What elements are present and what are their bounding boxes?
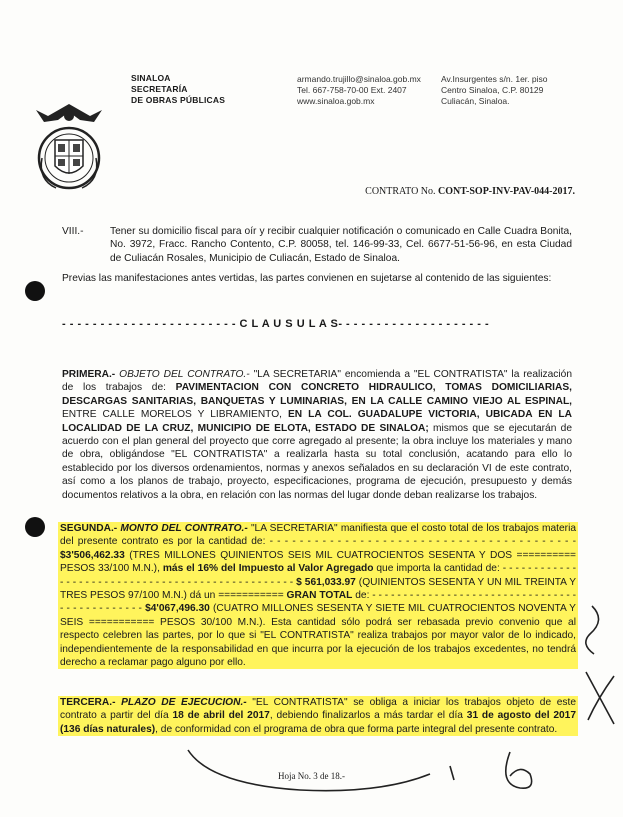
primera-work-description: PAVIMENTACION CON CONCRETO HIDRAULICO, TOMAS DOMICILIARIAS, DESCARGAS SANITARIAS, BANQUETAS Y LUMINARIAS, EN LA CALLE CAMINO VIEJO AL ESPINAL, — [62, 382, 572, 407]
segunda-vat-note: más el 16% del Impuesto al Valor Agregado — [162, 563, 374, 575]
tercera-lead: TERCERA.- — [60, 697, 116, 708]
contract-code: CONT-SOP-INV-PAV-044-2017. — [438, 186, 575, 197]
address-block — [441, 74, 547, 107]
page-number: Hoja No. 3 de 18.- — [278, 771, 345, 781]
issuer-secretariat: SECRETARÍA — [131, 84, 188, 94]
address-line-2: Centro Sinaloa, C.P. 80129 — [441, 85, 544, 95]
handwritten-signature-mark — [572, 600, 612, 660]
previas-paragraph: Previas las manifestaciones antes vertidas, las partes convienen en sujetarse al contenido de las siguientes: — [62, 273, 552, 284]
primera-text-2: ENTRE CALLE MORELOS Y LIBRAMIENTO, — [62, 409, 288, 421]
primera-title: OBJETO DEL CONTRATO.- — [119, 369, 250, 380]
clausulas-dashes-left: - - - - - - - - - - - - - - - - - - - - - - - — [62, 318, 240, 330]
clause-primera — [62, 368, 572, 502]
primera-location: EN LA COL. GUADALUPE VICTORIA, UBICADA EN LA LOCALIDAD DE LA CRUZ, MUNICIPIO DE ELOTA, ESTADO DE SINALOA; — [62, 409, 573, 434]
contract-number — [365, 186, 575, 197]
contact-phone: Tel. 667-758-70-00 Ext. 2407 — [297, 85, 407, 95]
segunda-text-4: (QUINIENTOS SESENTA Y UN MIL TREINTA Y TRES PESOS 97/100 M.N.) dá un =========== — [60, 576, 577, 602]
clausulas-dashes-right: - - - - - - - - - - - - - - - - - - - - — [338, 318, 490, 330]
segunda-text-6: (CUATRO MILLONES SESENTA Y SIETE MIL CUATROCIENTOS NOVENTA Y SEIS =========== PESOS 30/100 M.N.). Esta cantidad sólo podrá ser rebasada previo convenio que al respecto celebren las partes, por lo que si "EL CONTRATISTA" realiza trabajos por mayor valor de lo indicado, independientemente de la responsabilidad en que incurra por la ejecución de los trabajos excedentes, no tendrá derecho a reclamar pago alguno por ello. — [60, 603, 576, 669]
primera-lead: PRIMERA.- — [62, 369, 116, 380]
handwritten-cross-mark — [580, 668, 620, 728]
issuer-state: SINALOA — [131, 73, 171, 83]
item-viii-marker: VIII.- — [62, 226, 84, 237]
segunda-text-2: (TRES MILLONES QUINIENTOS SEIS MIL CUATROCIENTOS SESENTA Y DOS ========== PESOS 33/100 M.N.), — [60, 549, 576, 575]
segunda-amount-subtotal: $3'506,462.33 — [60, 549, 125, 561]
segunda-text-1: "LA SECRETARIA" manifiesta que el costo total de los trabajos materia del presente contrato es por la cantidad de: - - - - - - - - - - - - - - - - - - - - - - - - - - - - - - - - - - - - - - - - - — [60, 523, 576, 548]
contact-email: armando.trujillo@sinaloa.gob.mx — [297, 74, 421, 84]
issuer-department: DE OBRAS PÚBLICAS — [131, 95, 226, 105]
contact-block — [297, 74, 421, 107]
clausulas-heading — [62, 318, 560, 330]
clause-tercera — [58, 696, 578, 736]
segunda-text-5: de: - - - - - - - - - - - - - - - - - - - - - - - - - - - - - - - - - - - - - - - - - - - - - - — [60, 590, 576, 615]
contract-label: CONTRATO No. — [365, 186, 436, 197]
tercera-start-date: 18 de abril del 2017 — [172, 710, 270, 722]
segunda-lead: SEGUNDA.- — [60, 523, 118, 534]
segunda-gran-total-label: GRAN TOTAL — [286, 590, 353, 602]
segunda-text-3: que importa la cantidad de: - - - - - - - - - - - - - - - - - - - - - - - - - - - - - - - - - - - - - - - - - - - - - - - - - — [60, 563, 577, 588]
item-viii-text: Tener su domicilio fiscal para oír y recibir cualquier notificación o comunicado en Calle Cuadra Bonita, No. 3972, Fracc. Rancho Contento, C.P. 80058, tel. 146-99-33, Cel. 6677-51-56-96, en esta Ciudad de Culiacán Rosales, Municipio de Culiacán, Estado de Sinaloa. — [110, 226, 572, 264]
tercera-text-2: , debiendo finalizarlos a más tardar el día — [269, 710, 467, 722]
clause-segunda — [58, 522, 578, 669]
segunda-title: MONTO DEL CONTRATO.- — [120, 523, 248, 534]
handwritten-initials — [180, 744, 600, 814]
contact-website: www.sinaloa.gob.mx — [297, 96, 375, 106]
clausulas-title: C L A U S U L A S — [239, 318, 339, 330]
address-line-1: Av.Insurgentes s/n. 1er. piso — [441, 74, 548, 84]
binder-hole-top — [25, 281, 45, 301]
issuer-name — [131, 73, 225, 106]
segunda-amount-total: $4'067,496.30 — [145, 603, 210, 615]
tercera-text-3: , de conformidad con el programa de obra que forma parte integral del presente contrato. — [155, 723, 558, 735]
primera-text-3: mismos que se ejecutarán de acuerdo con el plan general del proyecto que corre agregado al presente; la obra incluye los materiales y mano de obra, obligándose "EL CONTRATISTA" a realizarla hasta su total conclusión, acatando para ello lo establecido por los diversos ordenamientos, normas y anexos señalados en su declaración VI de este contrato, así como a los planos de trabajo, proyecto, especificaciones, programa de ejecución, presupuesto y demás documentos relativos a la obra, en relación con las normas del lugar donde deban realizarse los trabajos. — [62, 422, 572, 501]
tercera-text-1: "EL CONTRATISTA" se obliga a iniciar los trabajos objeto de este contrato a partir del día — [60, 697, 576, 722]
tercera-end-date: 31 de agosto del 2017 (136 días naturales) — [60, 710, 576, 735]
address-line-3: Culiacán, Sinaloa. — [441, 96, 510, 106]
state-coat-of-arms-icon — [28, 100, 110, 196]
primera-text-1: "LA SECRETARIA" encomienda a "EL CONTRATISTA" la realización de los trabajos de: — [62, 369, 572, 394]
tercera-title: PLAZO DE EJECUCION.- — [121, 697, 247, 708]
segunda-amount-vat: $ 561,033.97 — [296, 576, 356, 588]
binder-hole-bottom — [25, 517, 45, 537]
